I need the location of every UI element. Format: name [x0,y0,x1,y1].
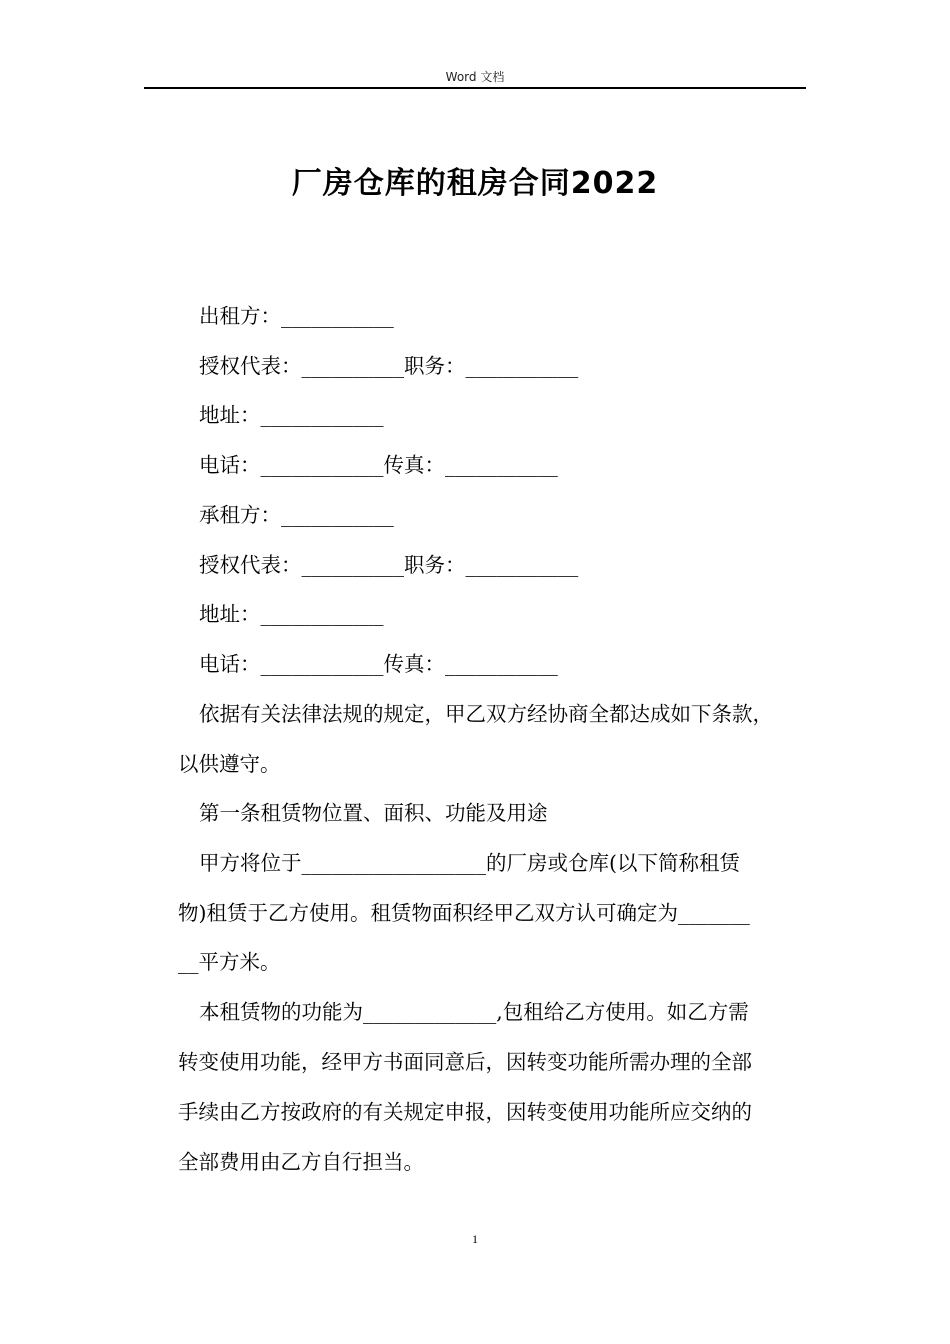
paragraph-line: 以供遵守。 [178,752,281,776]
lessor-representative-line: 授权代表：__________职务：___________ [199,354,579,378]
paragraph-line: 物)租赁于乙方使用。租赁物面积经甲乙双方认可确定为_______ [178,901,750,925]
header-divider [144,87,806,89]
paragraph-line: 全部费用由乙方自行担当。 [178,1150,424,1174]
lessor-address-line: 地址：____________ [199,403,384,427]
lessee-phone-line: 电话：____________传真：___________ [199,652,558,676]
lessor-phone-line: 电话：____________传真：___________ [199,453,558,477]
paragraph-line: 转变使用功能，经甲方书面同意后，因转变功能所需办理的全部 [178,1050,752,1074]
paragraph-line: 甲方将位于__________________的厂房或仓库(以下简称租赁 [199,851,740,875]
paragraph-line: 手续由乙方按政府的有关规定申报，因转变使用功能所应交纳的 [178,1100,752,1124]
page-number: 1 [472,1232,478,1246]
lessor-line: 出租方：___________ [199,304,394,328]
page-header: Word 文档 [445,70,505,84]
article-heading: 第一条租赁物位置、面积、功能及用途 [199,801,548,825]
paragraph-line: 本租赁物的功能为_____________,包租给乙方使用。如乙方需 [199,1000,749,1024]
paragraph-line: __平方米。 [178,950,281,974]
document-title: 厂房仓库的租房合同2022 [291,166,659,201]
lessee-address-line: 地址：____________ [199,602,384,626]
lessee-representative-line: 授权代表：__________职务：___________ [199,553,579,577]
lessee-line: 承租方：___________ [199,503,394,527]
paragraph-line: 依据有关法律法规的规定，甲乙双方经协商全都达成如下条款， [199,702,773,726]
